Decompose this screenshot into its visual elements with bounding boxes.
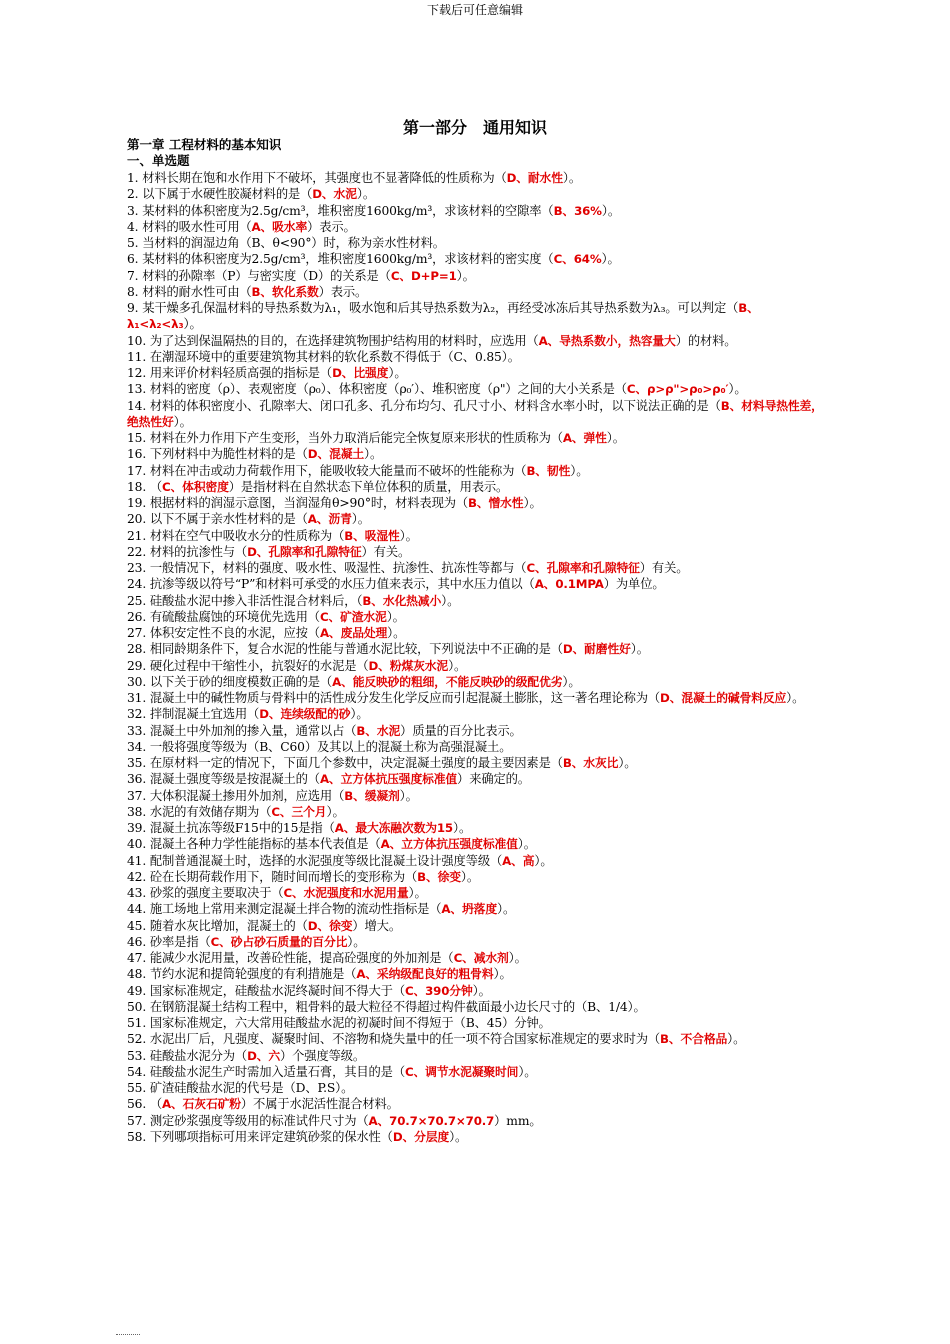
question-text-end: ）。 xyxy=(472,983,491,998)
question-number: 7. xyxy=(127,268,143,283)
question-text-end: ）。 xyxy=(508,951,527,965)
answer-text: D、徐变 xyxy=(307,918,353,933)
question-number: 14. xyxy=(127,398,150,413)
question-item xyxy=(127,658,824,674)
answer-text: B、不合格品 xyxy=(660,1032,728,1047)
part-title: 第一部分 通用知识 xyxy=(402,118,547,137)
answer-text: C、矿渣水泥 xyxy=(319,609,387,624)
question-number: 23. xyxy=(127,561,150,575)
question-number: 8. xyxy=(127,284,143,299)
question-item xyxy=(127,674,824,690)
header-note: 下载后可任意编辑 xyxy=(426,3,523,17)
question-text: 在原材料一定的情况下，下面几个参数中，决定混凝土强度的最主要因素是（ xyxy=(149,756,563,770)
question-text-end: ）。 xyxy=(388,366,407,380)
answer-text: A、高 xyxy=(502,853,535,868)
question-item xyxy=(127,820,824,836)
question-text: 配制普通混凝土时，选择的水泥强度等级比混凝土设计强度等级（ xyxy=(149,853,503,868)
question-text: 相同龄期条件下，复合水泥的性能与普通水泥比较，下列说法中不正确的是（ xyxy=(149,642,563,657)
question-text: 材料的孙隙率（P）与密实度（D）的关系是（ xyxy=(142,268,391,283)
answer-text: C、调节水泥凝聚时间 xyxy=(404,1064,519,1079)
question-number: 2. xyxy=(127,187,143,202)
question-text-end: ）为单位。 xyxy=(603,577,665,592)
question-item xyxy=(127,1096,824,1112)
question-text-end: ）。 xyxy=(356,187,376,202)
question-text: 国家标准规定，硅酸盐水泥终凝时间不得大于（ xyxy=(149,983,405,998)
question-number: 49. xyxy=(127,983,150,998)
question-item xyxy=(127,381,824,397)
question-text: 以下关于砂的细度模数正确的是（ xyxy=(149,674,333,689)
question-item xyxy=(127,950,824,966)
answer-text: B、水灰比 xyxy=(562,756,619,770)
answer-text: B、憎水性 xyxy=(468,496,524,510)
question-text: 大体积混凝土掺用外加剂，应选用（ xyxy=(149,788,345,803)
question-text: 材料的体积密度小、孔隙率大、闭口孔多、孔分布均匀、孔尺寸小、材料含水率小时，以下说法正确的是（ xyxy=(149,398,721,413)
question-item xyxy=(127,690,824,706)
question-text-end: ）。 xyxy=(364,447,383,462)
question-number: 34. xyxy=(127,739,150,754)
question-number: 37. xyxy=(127,788,150,803)
question-number: 53. xyxy=(127,1048,150,1063)
question-item xyxy=(127,219,824,235)
answer-text: C、砂占砂石质量的百分比 xyxy=(210,934,348,949)
question-text: 随着水灰比增加，混凝土的（ xyxy=(149,918,308,933)
section-title: 一、单选题 xyxy=(127,153,190,168)
answer-text: C、64% xyxy=(553,252,602,267)
question-number: 46. xyxy=(127,934,150,949)
answer-text: D、水泥 xyxy=(312,187,357,202)
question-text: 混凝土各种力学性能指标的基本代表值是（ xyxy=(149,837,381,852)
question-text-end: ）。 xyxy=(441,593,460,608)
question-text-end: ）。 xyxy=(534,853,553,868)
question-text: 材料在冲击或动力荷载作用下，能吸收较大能量而不破坏的性能称为（ xyxy=(149,463,527,478)
question-item xyxy=(127,771,824,787)
question-text-end: ）增大。 xyxy=(352,918,401,933)
question-item xyxy=(127,186,824,202)
question-number: 5. xyxy=(127,236,143,250)
question-item xyxy=(127,885,824,901)
question-item xyxy=(127,999,824,1015)
question-number: 36. xyxy=(127,772,150,787)
question-text-end: ）有关。 xyxy=(361,544,411,559)
answer-text: A、沥青 xyxy=(307,512,352,527)
question-item xyxy=(127,170,824,186)
question-number: 6. xyxy=(127,252,143,267)
question-item xyxy=(127,1064,824,1080)
question-item xyxy=(127,446,824,462)
question-item xyxy=(127,804,824,820)
question-number: 56. xyxy=(127,1097,150,1112)
question-number: 29. xyxy=(127,658,150,673)
answer-text: C、体积密度 xyxy=(162,479,229,494)
question-text: 以下不属于亲水性材料的是（ xyxy=(149,512,308,527)
answer-text: A、70.7×70.7×70.7 xyxy=(368,1113,495,1128)
question-number: 28. xyxy=(127,642,150,657)
answer-text: A、能反映砂的粗细，不能反映砂的级配优劣 xyxy=(332,674,563,689)
answer-text: B、水泥 xyxy=(356,723,401,738)
question-text: 施工场地上常用来测定混凝土拌合物的流动性指标是（ xyxy=(149,902,442,917)
question-item xyxy=(127,901,824,917)
question-number: 20. xyxy=(127,512,150,527)
question-text: 混凝土中的碱性物质与骨料中的活性成分发生化学反应而引起混凝土膨胀，这一著名理论称为（ xyxy=(149,691,661,705)
question-item xyxy=(127,1048,824,1064)
answer-text: A、立方体抗压强度标准值 xyxy=(380,837,518,852)
answer-text: A、最大冻融次数为15 xyxy=(334,821,453,835)
question-text: 混凝土抗冻等级F15中的15是指（ xyxy=(149,821,335,835)
question-number: 43. xyxy=(127,886,150,900)
answer-text: A、吸水率 xyxy=(251,219,308,234)
question-text: 材料在外力作用下产生变形，当外力取消后能完全恢复原来形状的性质称为（ xyxy=(149,431,563,445)
question-number: 22. xyxy=(127,544,150,559)
question-number: 25. xyxy=(127,593,150,608)
question-item xyxy=(127,788,824,804)
question-text-end: ）。 xyxy=(399,788,418,803)
question-item xyxy=(127,235,824,251)
question-text: 下列哪项指标可用来评定建筑砂浆的保水性（ xyxy=(149,1129,393,1144)
question-text: 拌制混凝土宜选用（ xyxy=(149,707,260,722)
footer-mark xyxy=(116,1334,140,1338)
question-number: 39. xyxy=(127,821,150,835)
question-text-end: ）表示。 xyxy=(307,219,356,234)
question-item xyxy=(127,625,824,641)
question-item xyxy=(127,333,824,349)
question-number: 42. xyxy=(127,869,150,884)
question-text-end: ）。 xyxy=(386,609,405,624)
answer-text: B、徐变 xyxy=(417,869,461,884)
question-number: 1. xyxy=(127,171,143,185)
answer-text: D、连续级配的砂 xyxy=(259,707,351,722)
question-list xyxy=(127,170,824,1145)
answer-text: A、导热系数小，热容量大 xyxy=(538,333,676,348)
question-text-end: ）表示。 xyxy=(318,284,368,299)
question-text: 材料的耐水性可由（ xyxy=(142,284,252,299)
question-text: 砂率是指（ xyxy=(149,934,211,949)
question-item xyxy=(127,1129,824,1145)
question-item xyxy=(127,739,824,755)
question-item xyxy=(127,398,824,431)
answer-text: D、分层度 xyxy=(392,1129,450,1144)
question-item xyxy=(127,479,824,495)
question-number: 21. xyxy=(127,528,150,543)
question-text-end: ）。 xyxy=(630,642,649,657)
question-item xyxy=(127,641,824,657)
question-number: 27. xyxy=(127,626,150,640)
question-item xyxy=(127,1113,824,1129)
question-item xyxy=(127,463,824,479)
question-number: 38. xyxy=(127,804,150,819)
question-text: 当材料的润湿边角（B、θ<90°）时，称为亲水性材料。 xyxy=(142,236,445,250)
question-number: 24. xyxy=(127,577,150,592)
question-number: 12. xyxy=(127,366,150,380)
question-text-end: ）。 xyxy=(727,1032,746,1047)
question-item xyxy=(127,983,824,999)
answer-text: D、耐水性 xyxy=(506,171,563,185)
question-item xyxy=(127,1080,824,1096)
question-number: 4. xyxy=(127,219,143,234)
question-item xyxy=(127,268,824,284)
question-text: 一般将强度等级为（B、C60）及其以上的混凝土称为高强混凝土。 xyxy=(149,739,512,754)
answer-text: C、孔隙率和孔隙特征 xyxy=(526,561,640,575)
question-text: 在潮湿环境中的重要建筑物其材料的软化系数不得低于（C、0.85）。 xyxy=(149,349,520,364)
question-item xyxy=(127,576,824,592)
question-text-end: ）。 xyxy=(562,674,581,689)
question-text: 某材料的体积密度为2.5g/cm³，堆积密度1600kg/m³，求该材料的密实度（ xyxy=(142,252,554,267)
question-text-end: ）。 xyxy=(523,496,542,510)
question-item xyxy=(127,869,824,885)
question-text: 能减少水泥用量，改善砼性能，提高砼强度的外加剂是（ xyxy=(149,951,454,965)
answer-text: A、废品处理 xyxy=(319,626,388,640)
question-text-end: ）。 xyxy=(606,431,625,445)
answer-text: B、软化系数 xyxy=(251,284,319,299)
question-text: 水泥的有效储存期为（ xyxy=(149,804,272,819)
question-text-end: ）来确定的。 xyxy=(457,772,530,787)
answer-text: B、水化热减小 xyxy=(362,593,442,608)
question-item xyxy=(127,755,824,771)
question-item xyxy=(127,966,824,982)
question-text: 混凝土强度等级是按混凝土的（ xyxy=(149,772,320,787)
question-text-end: ）。 xyxy=(408,886,427,900)
question-number: 51. xyxy=(127,1016,150,1030)
question-item xyxy=(127,593,824,609)
question-text: 矿渣硅酸盐水泥的代号是（D、P.S）。 xyxy=(149,1081,354,1095)
question-item xyxy=(127,365,824,381)
answer-text: A、坍落度 xyxy=(441,902,497,917)
question-text-end: ）是指材料在自然状态下单位体积的质量，用表示。 xyxy=(228,479,509,494)
question-item xyxy=(127,1015,824,1031)
question-text-end: ）。 xyxy=(449,1129,468,1144)
question-text: 硅酸盐水泥分为（ xyxy=(149,1048,248,1063)
question-text: 用来评价材料轻质高强的指标是（ xyxy=(149,366,333,380)
question-text-end: ）。 xyxy=(448,658,467,673)
question-text: 某干燥多孔保温材料的导热系数为λ₁，吸水饱和后其导热系数为λ₂，再经受冰冻后其导热系数为λ₃。可以判定（ xyxy=(142,301,739,315)
question-number: 58. xyxy=(127,1129,150,1144)
question-text: 国家标准规定，六大常用硅酸盐水泥的初凝时间不得短于（B、45）分钟。 xyxy=(149,1016,551,1030)
question-item xyxy=(127,836,824,852)
question-number: 52. xyxy=(127,1032,150,1047)
question-text: （ xyxy=(149,479,163,494)
question-text-end: ）个强度等级。 xyxy=(280,1048,366,1063)
question-text-end: ）。 xyxy=(601,252,620,267)
answer-text: D、粉煤灰水泥 xyxy=(368,658,449,673)
answer-text: B、材料导热性差，绝热性好 xyxy=(127,398,823,429)
question-text: 一般情况下，材料的强度、吸水性、吸湿性、抗渗性、抗冻性等都与（ xyxy=(149,561,527,575)
question-item xyxy=(127,430,824,446)
question-item xyxy=(127,1031,824,1047)
question-item xyxy=(127,349,824,365)
question-item xyxy=(127,934,824,950)
question-number: 40. xyxy=(127,837,150,852)
question-number: 13. xyxy=(127,382,150,397)
question-number: 18. xyxy=(127,479,150,494)
answer-text: B、λ₁<λ₂<λ₃ xyxy=(127,301,759,332)
question-text: 砂浆的强度主要取决于（ xyxy=(149,886,284,900)
question-text-end: ）。 xyxy=(786,691,805,705)
question-text: 根据材料的润湿示意图，当润湿角θ>90°时，材料表现为（ xyxy=(149,496,469,510)
question-number: 50. xyxy=(127,999,150,1014)
answer-text: B、吸湿性 xyxy=(344,528,400,543)
question-text-end: ）。 xyxy=(399,528,418,543)
answer-text: D、混凝土的碱骨料反应 xyxy=(660,691,787,705)
question-text: （ xyxy=(149,1097,163,1112)
question-text: 抗渗等级以符号“P”和材料可承受的水压力值来表示，其中水压力值以（ xyxy=(149,577,535,592)
question-number: 32. xyxy=(127,707,150,722)
question-number: 31. xyxy=(127,691,150,705)
question-text: 材料的吸水性可用（ xyxy=(142,219,252,234)
question-text: 节约水泥和提筒轮强度的有利措施是（ xyxy=(149,967,357,982)
question-text-end: ）。 xyxy=(453,821,472,835)
question-text: 硅酸盐水泥生产时需加入适量石膏，其目的是（ xyxy=(149,1064,405,1079)
answer-text: B、36% xyxy=(553,203,602,218)
question-text: 测定砂浆强度等级用的标准试件尺寸为（ xyxy=(149,1113,369,1128)
question-text-end: ）。 xyxy=(326,804,345,819)
question-text-end: ）不属于水泥活性混合材料。 xyxy=(240,1097,399,1112)
question-text-end: ）。 xyxy=(496,902,516,917)
answer-text: B、韧性 xyxy=(526,463,571,478)
question-text: 某材料的体积密度为2.5g/cm³，堆积密度1600kg/m³，求该材料的空隙率（ xyxy=(142,203,554,218)
question-number: 33. xyxy=(127,723,150,738)
question-text-end: ）。 xyxy=(518,1064,537,1079)
answer-text: A、石灰石矿粉 xyxy=(162,1097,241,1112)
answer-text: B、缓凝剂 xyxy=(344,788,400,803)
question-text: 材料长期在饱和水作用下不破坏，其强度也不显著降低的性质称为（ xyxy=(142,171,507,185)
question-item xyxy=(127,560,824,576)
question-number: 47. xyxy=(127,951,150,965)
question-number: 26. xyxy=(127,609,150,624)
question-number: 17. xyxy=(127,463,150,478)
question-text-end: ）。 xyxy=(350,707,369,722)
question-number: 55. xyxy=(127,1081,150,1095)
question-text: 为了达到保温隔热的目的，在选择建筑物围护结构用的材料时，应选用（ xyxy=(149,333,539,348)
question-text: 下列材料中为脆性材料的是（ xyxy=(149,447,308,462)
answer-text: D、耐磨性好 xyxy=(562,642,631,657)
answer-text: C、三个月 xyxy=(271,804,327,819)
question-text-end: ）。 xyxy=(601,203,621,218)
question-number: 9. xyxy=(127,301,143,315)
question-text-end: ）。 xyxy=(517,837,536,852)
question-item xyxy=(127,284,824,300)
question-item xyxy=(127,300,824,333)
question-text: 体积安定性不良的水泥，应按（ xyxy=(149,626,320,640)
question-number: 44. xyxy=(127,902,150,917)
answer-text: A、立方体抗压强度标准值 xyxy=(319,772,458,787)
question-number: 30. xyxy=(127,674,150,689)
question-number: 41. xyxy=(127,853,150,868)
question-text-end: ）。 xyxy=(456,268,475,283)
question-number: 54. xyxy=(127,1064,150,1079)
question-number: 10. xyxy=(127,333,150,348)
question-number: 48. xyxy=(127,967,150,982)
question-text-end: ）。 xyxy=(493,967,512,982)
question-text: 有硫酸盐腐蚀的环境优先选用（ xyxy=(149,609,320,624)
question-number: 35. xyxy=(127,756,150,770)
question-text-end: ）。 xyxy=(183,317,202,332)
question-text: 在钢筋混凝土结构工程中，粗骨料的最大粒径不得超过构件截面最小边长尺寸的（B、1/4）。 xyxy=(149,999,646,1014)
question-item xyxy=(127,723,824,739)
answer-text: D、混凝土 xyxy=(307,447,365,462)
question-text: 砼在长期荷载作用下，随时间而增长的变形称为（ xyxy=(149,869,418,884)
answer-text: D、比强度 xyxy=(332,366,389,380)
answer-text: A、采纳级配良好的粗骨料 xyxy=(356,967,494,982)
question-text-end: ）。 xyxy=(351,512,370,527)
question-text-end: ）。 xyxy=(173,414,192,429)
question-text-end: ）。 xyxy=(618,756,637,770)
question-number: 45. xyxy=(127,918,150,933)
question-item xyxy=(127,544,824,560)
question-text: 材料在空气中吸收水分的性质称为（ xyxy=(149,528,345,543)
question-item xyxy=(127,511,824,527)
question-text-end: ）。 xyxy=(347,934,366,949)
answer-text: C、水泥强度和水泥用量 xyxy=(283,886,409,900)
question-text-end: ）质量的百分比表示。 xyxy=(400,723,522,738)
question-item xyxy=(127,609,824,625)
question-text-end: ）有关。 xyxy=(639,561,689,575)
answer-text: C、ρ>ρ">ρ₀>ρ₀′ xyxy=(626,382,729,397)
question-item xyxy=(127,918,824,934)
question-number: 3. xyxy=(127,203,143,218)
question-number: 11. xyxy=(127,349,150,364)
question-item xyxy=(127,251,824,267)
question-text: 硬化过程中干缩性小，抗裂好的水泥是（ xyxy=(149,658,369,673)
question-text: 材料的抗渗性与（ xyxy=(149,544,248,559)
answer-text: C、D+P=1 xyxy=(390,268,457,283)
answer-text: D、孔隙率和孔隙特征 xyxy=(247,544,362,559)
answer-text: C、减水剂 xyxy=(453,951,509,965)
question-item xyxy=(127,706,824,722)
question-text-end: ）的材料。 xyxy=(675,333,737,348)
answer-text: A、弹性 xyxy=(562,431,607,445)
question-text: 水泥出厂后，凡强度、凝聚时间、不溶物和烧失量中的任一项不符合国家标准规定的要求时为（ xyxy=(149,1032,661,1047)
question-text-end: ）。 xyxy=(728,382,747,397)
answer-text: A、0.1MPA xyxy=(534,577,604,592)
question-text: 以下属于水硬性胶凝材料的是（ xyxy=(142,187,313,202)
question-item xyxy=(127,853,824,869)
answer-text: C、390分钟 xyxy=(404,983,473,998)
question-number: 16. xyxy=(127,447,150,462)
question-text: 硅酸盐水泥中掺入非活性混合材料后，（ xyxy=(149,593,363,608)
question-text-end: ）。 xyxy=(460,869,480,884)
question-text-end: ）。 xyxy=(562,171,582,185)
question-item xyxy=(127,495,824,511)
question-text: 混凝土中外加剂的掺入量，通常以占（ xyxy=(149,723,357,738)
question-number: 19. xyxy=(127,496,150,510)
question-text-end: ）mm。 xyxy=(494,1113,542,1128)
question-number: 15. xyxy=(127,431,150,445)
chapter-title: 第一章 工程材料的基本知识 xyxy=(127,137,282,152)
question-text: 材料的密度（ρ）、表观密度（ρ₀）、体积密度（ρ₀′）、堆积密度（ρ"）之间的大小关系是（ xyxy=(149,382,627,397)
question-text-end: ）。 xyxy=(570,463,589,478)
question-item xyxy=(127,528,824,544)
question-number: 57. xyxy=(127,1113,150,1128)
answer-text: D、六 xyxy=(247,1048,280,1063)
question-text-end: ）。 xyxy=(387,626,406,640)
question-item xyxy=(127,203,824,219)
